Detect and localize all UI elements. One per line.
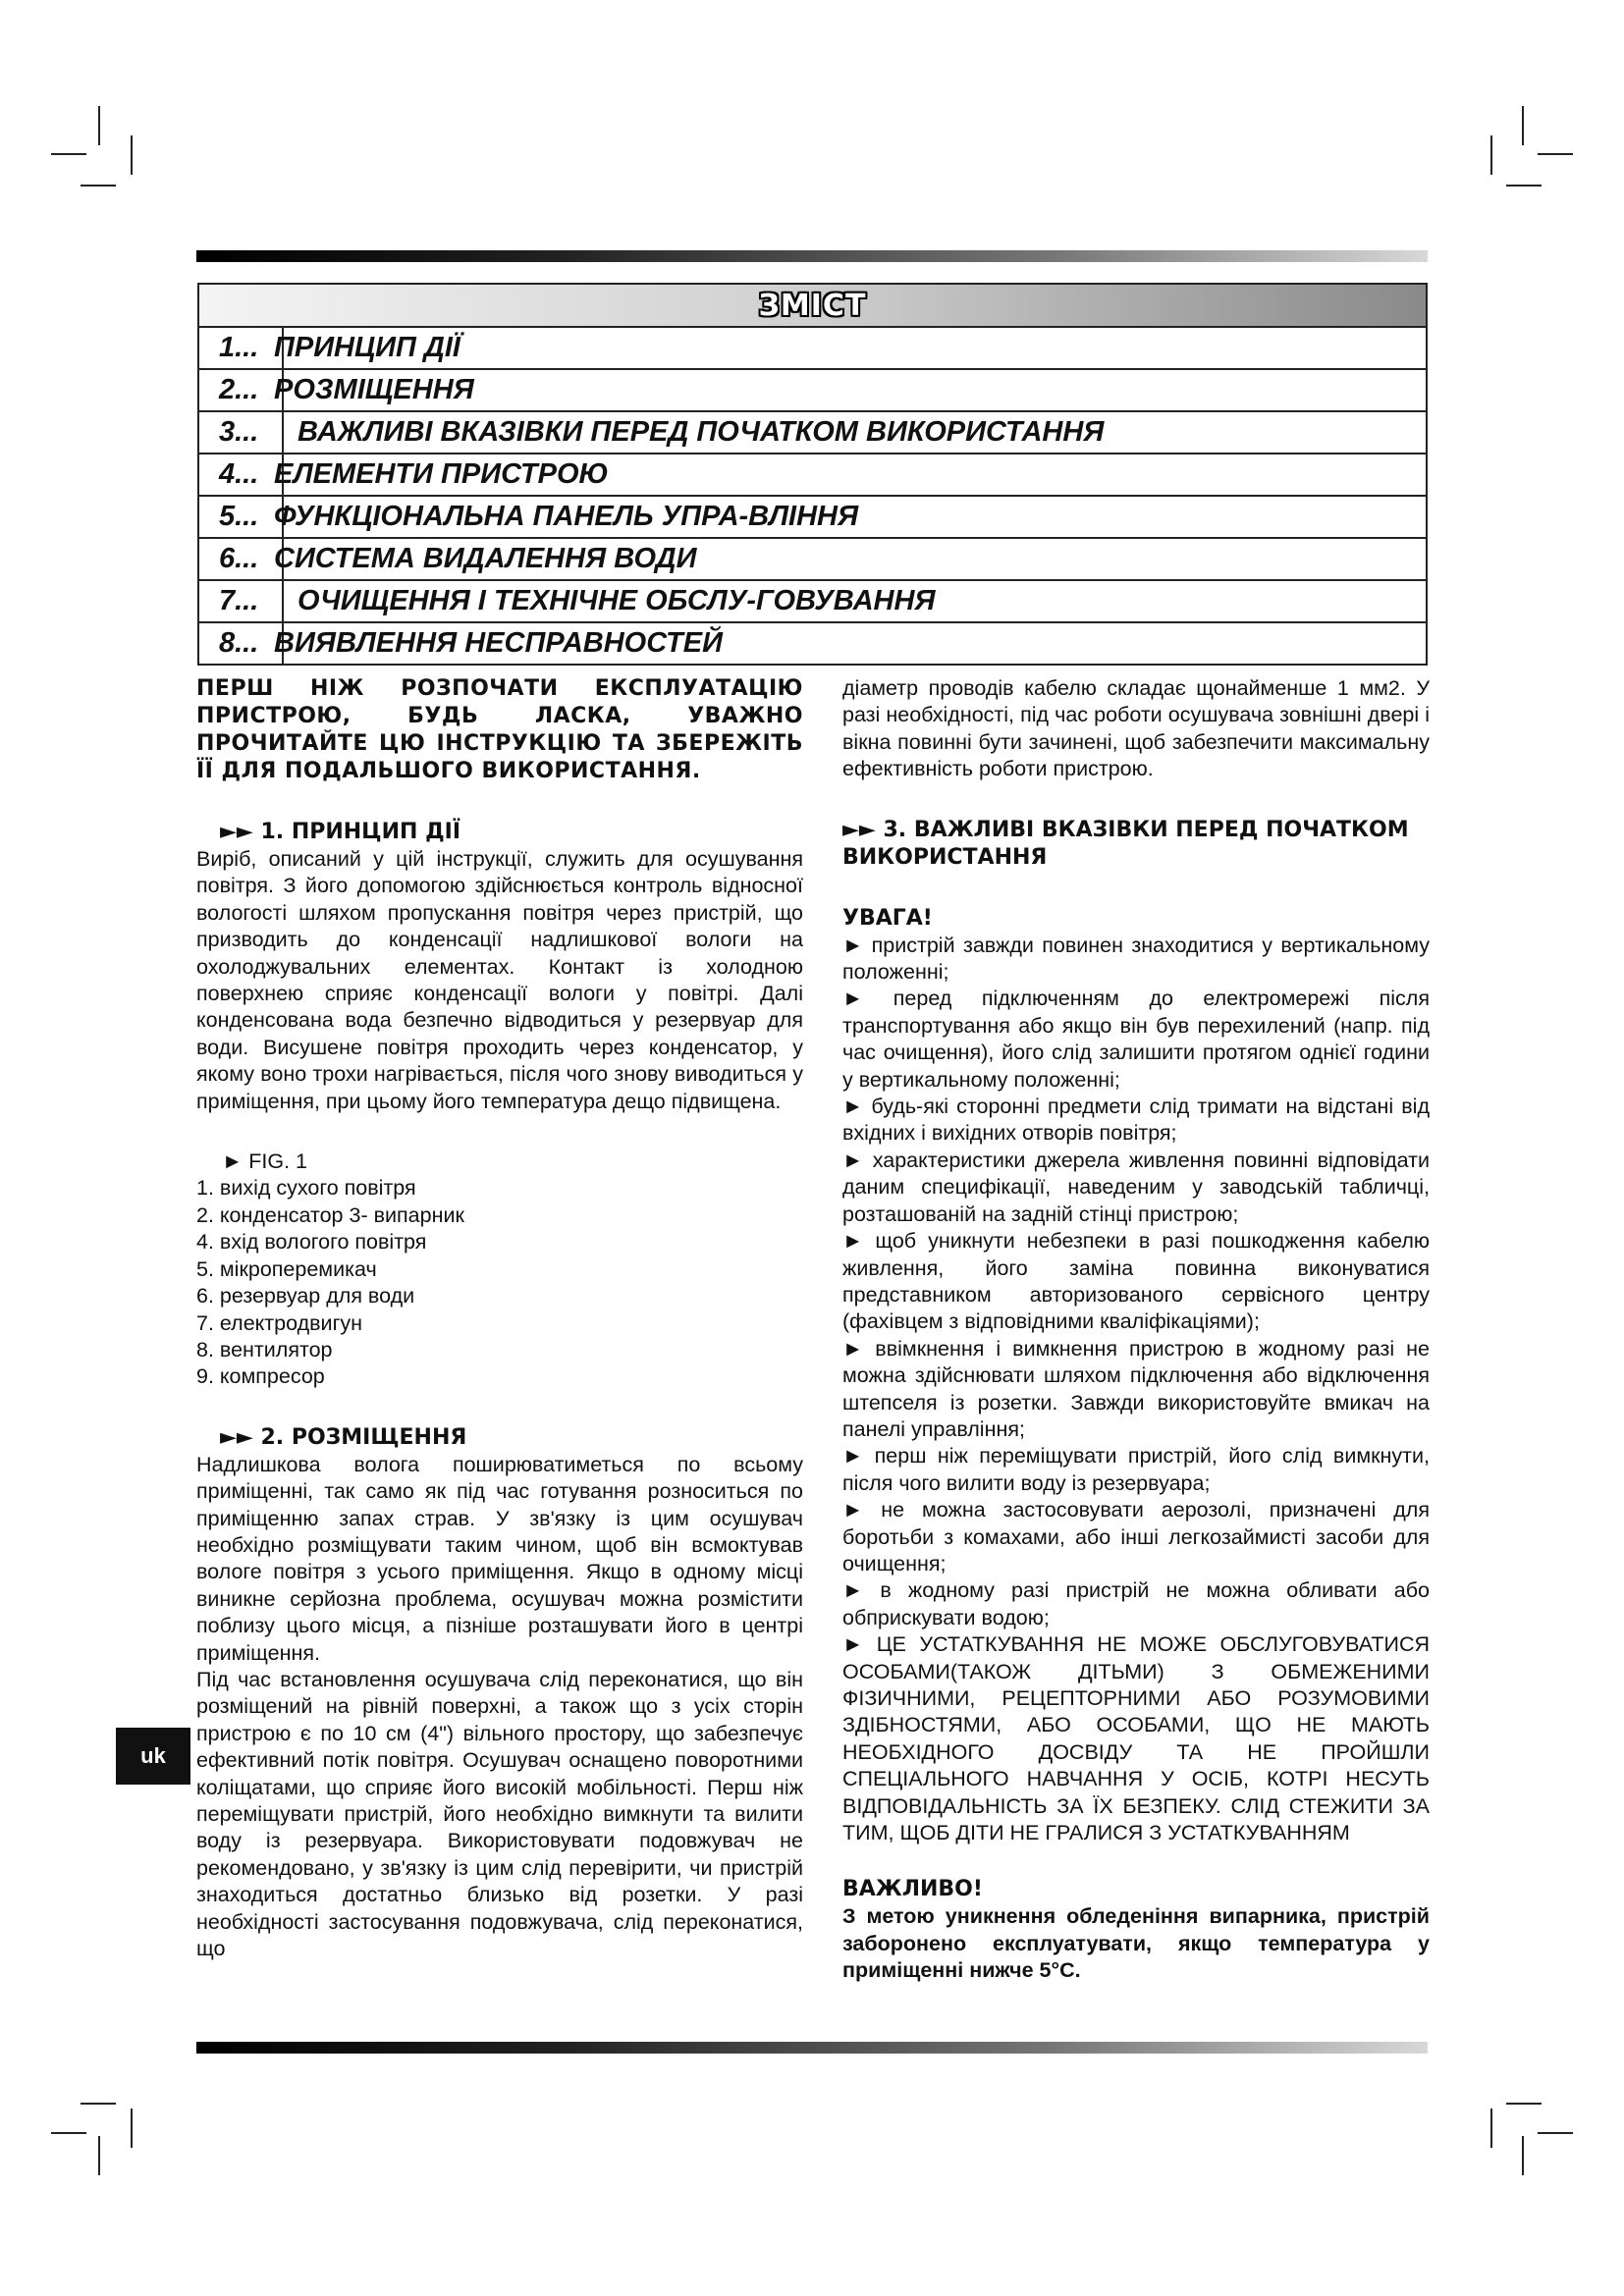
list-item: 4. вхід вологого повітря [196,1230,427,1255]
crop-mark [81,2103,116,2105]
toc-title-text: ОЧИЩЕННЯ І ТЕХНІЧНЕ ОБСЛУ-ГОВУВАННЯ [298,585,936,616]
important-heading: ВАЖЛИВО! [842,1877,983,1902]
toc-number: 7... [219,585,259,616]
toc-title-text: СИСТЕМА ВИДАЛЕННЯ ВОДИ [274,543,697,574]
crop-mark [98,2136,100,2175]
toc-number: 4... [219,458,259,490]
crop-mark [51,2132,86,2134]
continued-text: діаметр проводів кабелю складає щонайменше 1 мм2. У разі необхідності, під час роботи осушувача зовнішні двері і вікна повинні бути зачинені, щоб забезпечити максимальну ефективність роботи пристрою. [842,676,1430,781]
intro-warning: ПЕРШ НІЖ РОЗПОЧАТИ ЕКСПЛУАТАЦІЮ ПРИСТРОЮ, БУДЬ ЛАСКА, УВАЖНО ПРОЧИТАЙТЕ ЦЮ ІНСТРУКЦІЮ ТА ЗБЕРЕЖІТЬ ЇЇ ДЛЯ ПОДАЛЬШОГО ВИКОРИСТАННЯ. [196,676,803,783]
bullet-item: ► перед підключенням до електромережі після транспортування або якщо він був перехилений (напр. під час очищення), його слід залишити протягом однієї години у вертикальному положенні; [842,987,1430,1092]
list-item: 5. мікроперемикач [196,1256,377,1281]
bullet-item: ► щоб уникнути небезпеки в разі пошкодження кабелю живлення, його заміна повинна виконуватися представником авторизованого сервісного центру (фахівцем з відповідними кваліфікаціями); [842,1229,1430,1334]
language-badge: uk [116,1728,190,1785]
toc-header [199,285,1426,328]
toc-title-text: ВАЖЛИВІ ВКАЗІВКИ ПЕРЕД ПОЧАТКОМ ВИКОРИСТАННЯ [298,416,1105,448]
crop-mark [1538,153,1573,155]
section-2-paragraph: Під час встановлення осушувача слід переконатися, що він розміщений на рівній поверхні, а також що з усіх сторін пристрою є по 10 см (4") вільного простору, що забезпечує ефективний потік повітря. Осушувач оснащено поворотними коліщатами, що сприяє його високій мобільності. Перш ніж переміщувати пристрій, його необхідно вимкнути та вилити воду із резервуара. Використовувати подовжувач не рекомендовано, у зв'язку із цим слід перевірити, чи пристрій знаходиться достатньо близько від розетки. У разі необхідності застосування подовжувача, слід переконатися, що [196,1667,803,1961]
list-item: 2. конденсатор 3- випарник [196,1202,464,1227]
toc-number: 5... [219,501,259,532]
toc-number: 8... [219,627,259,659]
bullet-item-caps: ► ЦЕ УСТАТКУВАННЯ НЕ МОЖЕ ОБСЛУГОВУВАТИСЯ ОСОБАМИ(ТАКОЖ ДІТЬМИ) З ОБМЕЖЕНИМИ ФІЗИЧНИМИ, РЕЦЕПТОРНИМИ АБО РОЗУМОВИМИ ЗДІБНОСТЯМИ, АБО ОСОБАМИ, ЩО НЕ МАЮТЬ НЕОБХІДНОГО ДОСВІДУ ТА НЕ ПРОЙШЛИ СПЕЦІАЛЬНОГО НАВЧАННЯ У ОСІБ, КОТРІ НЕСУТЬ ВІДПОВІДАЛЬНІСТЬ ЗА ЇХ БЕЗПЕКУ. СЛІД СТЕЖИТИ ЗА ТИМ, ЩОБ ДІТИ НЕ ГРАЛИСЯ З УСТАТКУВАННЯМ [842,1632,1430,1845]
toc-item-1[interactable] [199,328,1426,370]
crop-mark [51,153,86,155]
toc-number: 3... [219,416,259,448]
section-1-text: Виріб, описаний у цій інструкції, служить для осушування повітря. З його допомогою здійснюється контроль відносної вологості шляхом пропускання повітря через пристрій, що призводить до конденсації надлишкової вологи на охолоджувальних елементах. Контакт із холодною поверхнею сприяє конденсації вологи у повітрі. Далі конденсована вода безпечно відводиться у резервуар для води. Висушене повітря проходить через конденсатор, у якому воно трохи нагрівається, після чого знову виводиться у приміщення, при цьому його температура дещо підвищена. [196,847,803,1113]
section-3-heading: ►► 3. ВАЖЛИВІ ВКАЗІВКИ ПЕРЕД ПОЧАТКОМ ВИКОРИСТАННЯ [842,817,1409,870]
toc-number: 1... [219,332,259,363]
toc-number: 6... [219,543,259,574]
toc-separator [282,412,284,453]
attention-heading: УВАГА! [842,905,933,931]
crop-mark [131,2109,133,2148]
crop-mark [1506,185,1542,187]
figure-label: ► FIG. 1 [222,1149,307,1174]
crop-mark [131,135,133,175]
toc-title-text: РОЗМІЩЕННЯ [274,374,474,405]
bullet-item: ► пристрій завжди повинен знаходитися у вертикальному положенні; [842,933,1430,985]
crop-mark [1522,2136,1524,2175]
toc-item-8[interactable] [199,623,1426,664]
left-column [196,675,803,1962]
list-item: 7. електродвигун [196,1310,363,1335]
crop-mark [1506,2103,1542,2105]
crop-mark [1490,2109,1492,2148]
toc-item-6[interactable] [199,539,1426,581]
bullet-item: ► ввімкнення і вимкнення пристрою в жодному разі не можна здійснювати шляхом підключення або відключення штепселя із розетки. Завжди використовуйте вмикач на панелі управління; [842,1336,1430,1441]
toc-title-text: ЕЛЕМЕНТИ ПРИСТРОЮ [274,458,609,490]
toc-number: 2... [219,374,259,405]
toc-separator [282,581,284,621]
right-column [842,675,1430,1985]
figure-legend [196,1175,803,1390]
toc-item-3[interactable] [199,412,1426,454]
toc-item-7[interactable] [199,581,1426,623]
section-2-paragraph: Надлишкова волога поширюватиметься по всьому приміщенні, так само як під час готування розноситься по приміщенню запах страв. У зв'язку із цим осушувач необхідно розміщувати таким чином, щоб він всмоктував вологе повітря з усього приміщення. Якщо в одному місці виникне серйозна проблема, осушувач можна розмістити поблизу цього місця, а пізніше розташувати його в центрі приміщення. [196,1452,803,1665]
bullet-item: ► характеристики джерела живлення повинні відповідати даним специфікації, наведеним у заводській табличці, розташованій на задній стінці пристрою; [842,1148,1430,1226]
list-item: 8. вентилятор [196,1337,333,1362]
list-item: 9. компресор [196,1364,325,1389]
important-text: З метою уникнення обледеніння випарника, пристрій заборонено експлуатувати, якщо температура у приміщенні нижче 5°С. [842,1904,1430,1983]
bottom-rule [196,2042,1428,2054]
bullet-item: ► перш ніж переміщувати пристрій, його слід вимкнути, після чого вилити воду із резервуара; [842,1444,1430,1495]
top-rule [196,250,1428,262]
section-2-heading: ►► 2. РОЗМІЩЕННЯ [220,1424,467,1450]
toc-title-text: ФУНКЦІОНАЛЬНА ПАНЕЛЬ УПРА-ВЛІННЯ [274,501,859,532]
toc-title-text: ВИЯВЛЕННЯ НЕСПРАВНОСТЕЙ [274,627,723,659]
toc-title: ЗМІСТ [758,288,867,323]
bullet-item: ► будь-які сторонні предмети слід тримати на відстані від вхідних і вихідних отворів повітря; [842,1095,1430,1146]
toc-item-5[interactable] [199,497,1426,539]
bullet-item: ► в жодному разі пристрій не можна обливати або обприскувати водою; [842,1578,1430,1629]
bullet-item: ► не можна застосовувати аерозолі, призначені для боротьби з комахами, або інші легкозаймисті засоби для очищення; [842,1498,1430,1575]
crop-mark [98,106,100,145]
toc-item-2[interactable] [199,370,1426,412]
section-1-heading: ►► 1. ПРИНЦИП ДІЇ [220,820,461,844]
list-item: 6. резервуар для води [196,1284,415,1308]
crop-mark [1538,2132,1573,2134]
crop-mark [1490,135,1492,175]
toc-title-text: ПРИНЦИП ДІЇ [274,332,460,363]
crop-mark [81,185,116,187]
crop-mark [1522,106,1524,145]
table-of-contents [197,283,1428,666]
toc-item-4[interactable] [199,454,1426,497]
list-item: 1. вихід сухого повітря [196,1176,416,1201]
